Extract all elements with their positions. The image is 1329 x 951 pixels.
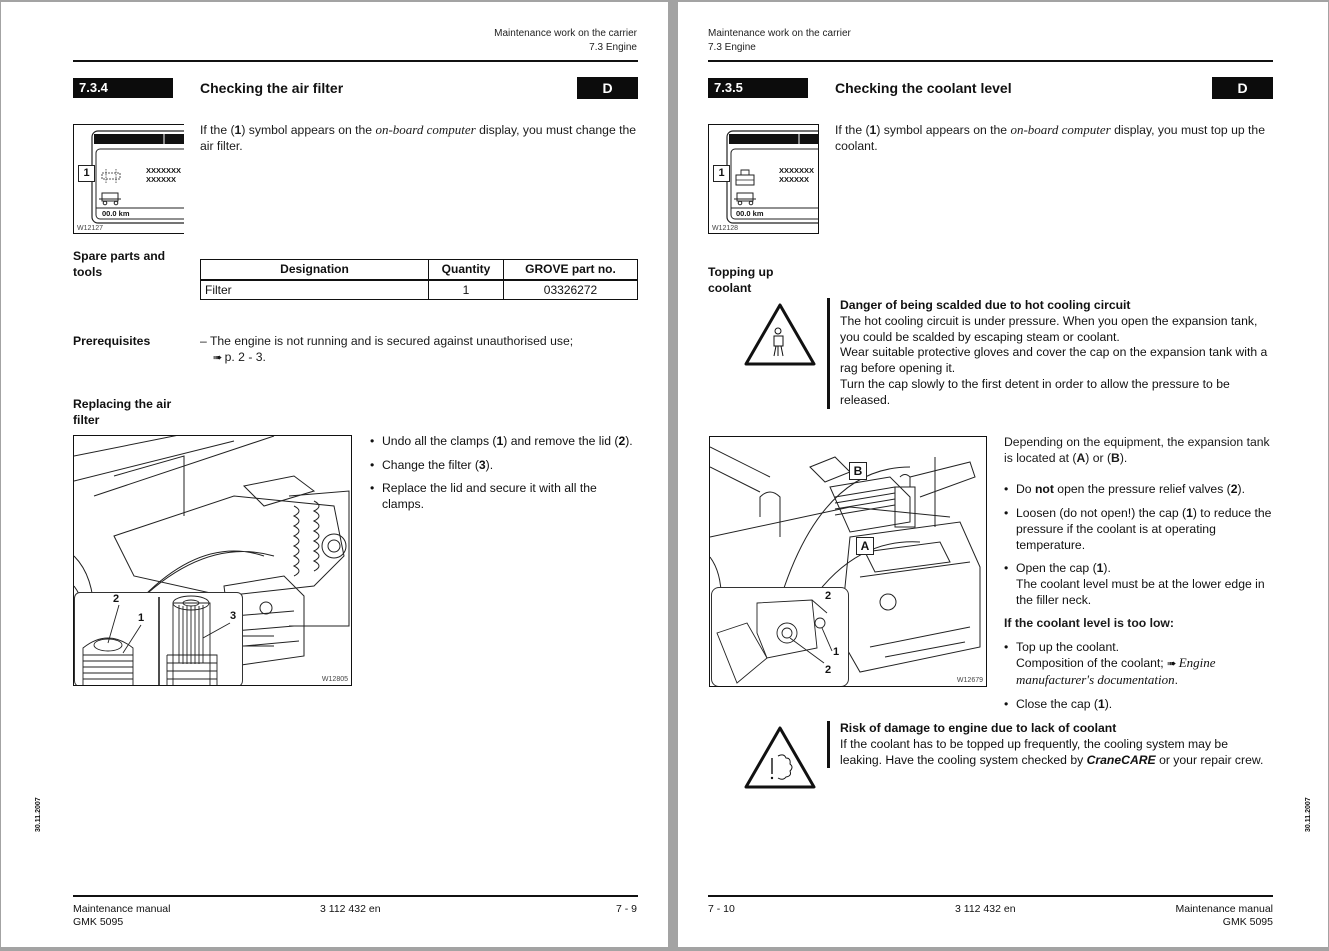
- intro-text: If the (1) symbol appears on the on-board computer display, you must top up the coolant.: [835, 122, 1265, 153]
- cell-designation: Filter: [201, 280, 429, 300]
- danger-warning-triangle-icon: [742, 301, 818, 369]
- cranecare-brand: CraneCARE: [1086, 752, 1156, 767]
- table-row: [201, 280, 638, 300]
- header-chapter: Maintenance work on the carrier: [494, 28, 637, 39]
- footer-model: GMK 5095: [73, 916, 124, 928]
- caution-notice: [827, 721, 1272, 768]
- footer-rule: [708, 895, 1273, 897]
- step-item: • Change the filter (3).: [370, 457, 640, 473]
- location-text: Depending on the equipment, the expansion tank is located at (A) or (B).: [1004, 435, 1270, 465]
- step-item: • Do not open the pressure relief valves (2).: [1004, 481, 1276, 497]
- footer-doc-number: 3 112 432 en: [955, 903, 1016, 915]
- step-item: • Loosen (do not open!) the cap (1) to reduce the pressure if the coolant is at operating temperature.: [1004, 505, 1276, 553]
- display-callout: 1: [713, 165, 730, 182]
- display-text: [146, 166, 181, 184]
- detail-inset: [74, 592, 243, 686]
- footer-model: GMK 5095: [1222, 916, 1273, 928]
- footer-page-number: 7 - 10: [708, 903, 735, 915]
- column-header-quantity: Quantity: [429, 260, 504, 280]
- cell-quantity: 1: [429, 280, 504, 300]
- prerequisites-text: – The engine is not running and is secured against unauthorised use; ➠ p. 2 - 3.: [200, 334, 574, 364]
- header-section: 7.3 Engine: [589, 42, 637, 53]
- danger-notice: [827, 298, 1272, 409]
- air-filter-illustration: [73, 435, 352, 686]
- page-7-10: [678, 2, 1328, 947]
- air-filter-icon: [102, 169, 120, 183]
- display-text-line1: XXXXXXX: [779, 166, 815, 175]
- reference-arrow-icon: ➠: [213, 352, 222, 364]
- truck-icon: [734, 193, 756, 205]
- display-callout: 1: [78, 165, 95, 182]
- callout-2: 2: [113, 593, 120, 605]
- replacing-label: Replacing the air filter: [73, 397, 172, 427]
- footer-doc-number: 3 112 432 en: [320, 903, 381, 915]
- step-item: • Close the cap (1).: [1004, 696, 1276, 712]
- odometer-readout: 00.0 km: [736, 209, 764, 218]
- prerequisites-label: Prerequisites: [73, 334, 151, 348]
- footer-manual-title: Maintenance manual: [73, 903, 171, 915]
- footer-manual-title: Maintenance manual: [1175, 903, 1273, 915]
- topping-up-label: Topping up coolant: [708, 265, 774, 295]
- display-text-line2: XXXXXX: [779, 175, 810, 184]
- spare-parts-table: [200, 259, 638, 300]
- callout-1: 1: [138, 612, 145, 624]
- location-callout-a: A: [856, 537, 874, 555]
- figure-id: W12128: [712, 225, 739, 232]
- table-header-row: [201, 260, 638, 280]
- header-rule: [708, 60, 1273, 62]
- footer-rule: [73, 895, 638, 897]
- revision-date: 30.11.2007: [35, 797, 42, 832]
- step-item: • Open the cap (1). The coolant level must be at the lower edge in the filler neck.: [1004, 560, 1276, 608]
- running-header: [708, 27, 851, 55]
- section-number: 7.3.4: [73, 78, 173, 98]
- engine-doc-reference-link[interactable]: Engine manufacturer's documentation: [1016, 655, 1216, 687]
- reference-arrow-icon: ➠: [1167, 658, 1176, 670]
- onboard-display-figure: [708, 124, 819, 234]
- danger-text-1: The hot cooling circuit is under pressure. When you open the expansion tank, you could be scalded by escaping steam or coolant.: [840, 313, 1258, 344]
- danger-title: Danger of being scalded due to hot cooling circuit: [840, 298, 1131, 312]
- caution-engine-damage-icon: [742, 724, 818, 792]
- column-header-designation: Designation: [201, 260, 429, 280]
- spare-parts-label: Spare parts and tools: [73, 249, 166, 279]
- odometer-readout: 00.0 km: [102, 209, 130, 218]
- running-header: [494, 27, 637, 55]
- figure-id: W12127: [77, 225, 104, 232]
- footer-page-number: 7 - 9: [615, 903, 637, 915]
- footer-manual: [1176, 903, 1273, 929]
- intro-text: If the (1) symbol appears on the on-board computer display, you must change the air filter.: [200, 122, 637, 153]
- detail-inset: [711, 587, 849, 687]
- header-section: 7.3 Engine: [708, 42, 756, 53]
- section-title: Checking the air filter: [200, 80, 344, 96]
- footer-manual: [73, 903, 170, 929]
- figure-id: W12805: [321, 676, 348, 683]
- revision-date: 30.11.2007: [1305, 797, 1312, 832]
- callout-3: 3: [230, 610, 237, 622]
- too-low-heading: If the coolant level is too low:: [1004, 616, 1174, 630]
- page-7-9: [1, 2, 668, 947]
- maintenance-interval-badge: D: [1212, 77, 1273, 99]
- step-item: • Replace the lid and secure it with all the clamps.: [370, 480, 640, 512]
- callout-2-bottom: 2: [825, 664, 832, 676]
- caution-title: Risk of damage to engine due to lack of coolant: [840, 721, 1117, 735]
- coolant-tank-icon: [736, 170, 754, 185]
- step-item: • Top up the coolant. Composition of the coolant; ➠ Engine manufacturer's documentation.: [1004, 639, 1276, 688]
- figure-id: W12679: [956, 677, 983, 684]
- danger-text-3: Turn the cap slowly to the first detent in order to allow the pressure to be released.: [840, 376, 1230, 407]
- coolant-steps: [1004, 481, 1276, 616]
- cell-part-no: 03326272: [504, 280, 638, 300]
- header-rule: [73, 60, 638, 62]
- filter-detail-drawing: [75, 593, 244, 686]
- display-text-line1: XXXXXXX: [146, 166, 182, 175]
- onboard-display-figure: [73, 124, 184, 234]
- caution-text: If the coolant has to be topped up frequently, the cooling system may be leaking. Have the cooling system checked by CraneCARE or your repair crew.: [840, 736, 1264, 767]
- display-text-line2: XXXXXX: [146, 175, 177, 184]
- section-title: Checking the coolant level: [835, 80, 1012, 96]
- header-chapter: Maintenance work on the carrier: [708, 28, 851, 39]
- column-header-part-no: GROVE part no.: [504, 260, 638, 280]
- callout-1: 1: [833, 646, 840, 658]
- coolant-tank-illustration: [709, 436, 987, 687]
- air-filter-steps: [370, 433, 640, 520]
- too-low-steps: [1004, 639, 1276, 719]
- callout-2-top: 2: [825, 590, 832, 602]
- step-item: • Undo all the clamps (1) and remove the lid (2).: [370, 433, 640, 449]
- location-callout-b: B: [849, 462, 867, 480]
- truck-icon: [99, 193, 121, 205]
- danger-text-2: Wear suitable protective gloves and cover the cap on the expansion tank with a rag before opening it.: [840, 345, 1268, 376]
- display-text: [779, 166, 814, 184]
- step-note: The coolant level must be at the lower edge in the filler neck.: [1016, 577, 1265, 607]
- section-number: 7.3.5: [708, 78, 808, 98]
- maintenance-interval-badge: D: [577, 77, 638, 99]
- page-reference-link[interactable]: p. 2 - 3.: [224, 350, 266, 364]
